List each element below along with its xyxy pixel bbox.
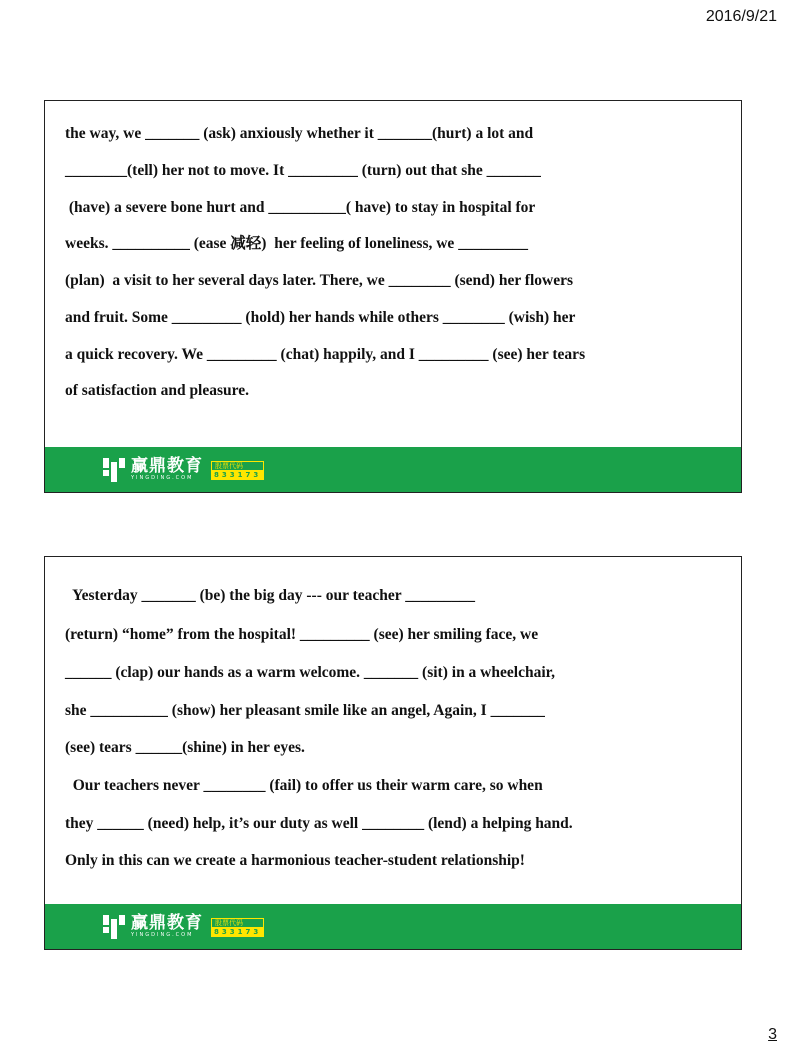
- stock-badge: [211, 461, 264, 480]
- logo-subtitle: YINGDING.COM: [131, 475, 194, 481]
- text-line: ______ (clap) our hands as a warm welcome. _______ (sit) in a wheelchair,: [65, 664, 555, 681]
- text-line: they ______ (need) help, it’s our duty as well ________ (lend) a helping hand.: [65, 815, 573, 832]
- text-line: ________(tell) her not to move. It _________ (turn) out that she _______: [65, 162, 541, 179]
- brand-mark-icon: [103, 915, 125, 939]
- text-line: (return) “home” from the hospital! _________ (see) her smiling face, we: [65, 626, 539, 643]
- logo-subtitle: YINGDING.COM: [131, 932, 194, 938]
- slide-footer: [45, 447, 741, 492]
- text-line: weeks. __________ (ease 减轻) her feeling of loneliness, we _________: [65, 235, 528, 252]
- page-date: 2016/9/21: [705, 8, 777, 25]
- page-number: 3: [768, 1026, 777, 1043]
- stock-label: 股票代码: [211, 461, 264, 471]
- text-line: (see) tears ______(shine) in her eyes.: [65, 739, 305, 756]
- brand-logo: [103, 914, 264, 940]
- logo-title: 赢鼎教育: [131, 913, 203, 933]
- stock-label: 股票代码: [211, 918, 264, 928]
- text-line: of satisfaction and pleasure.: [65, 382, 250, 399]
- slide-1: [44, 100, 742, 493]
- stock-badge: [211, 918, 264, 937]
- text-line: and fruit. Some _________ (hold) her hands while others ________ (wish) her: [65, 309, 576, 326]
- slide-2: [44, 556, 742, 950]
- text-line: Our teachers never ________ (fail) to offer us their warm care, so when: [65, 777, 543, 794]
- brand-logo: [103, 457, 264, 483]
- text-line: she __________ (show) her pleasant smile like an angel, Again, I _______: [65, 702, 545, 719]
- slide-footer: [45, 904, 741, 949]
- text-line: a quick recovery. We _________ (chat) happily, and I _________ (see) her tears: [65, 346, 586, 363]
- logo-title: 赢鼎教育: [131, 456, 203, 476]
- stock-code: 833173: [211, 928, 264, 937]
- stock-code: 833173: [211, 471, 264, 480]
- text-line: the way, we _______ (ask) anxiously whether it _______(hurt) a lot and: [65, 125, 534, 142]
- text-line: Yesterday _______ (be) the big day --- our teacher _________: [65, 587, 475, 604]
- text-line: Only in this can we create a harmonious teacher-student relationship!: [65, 852, 525, 869]
- text-line: (plan) a visit to her several days later. There, we ________ (send) her flowers: [65, 272, 574, 289]
- text-line: (have) a severe bone hurt and __________( have) to stay in hospital for: [65, 199, 536, 216]
- brand-mark-icon: [103, 458, 125, 482]
